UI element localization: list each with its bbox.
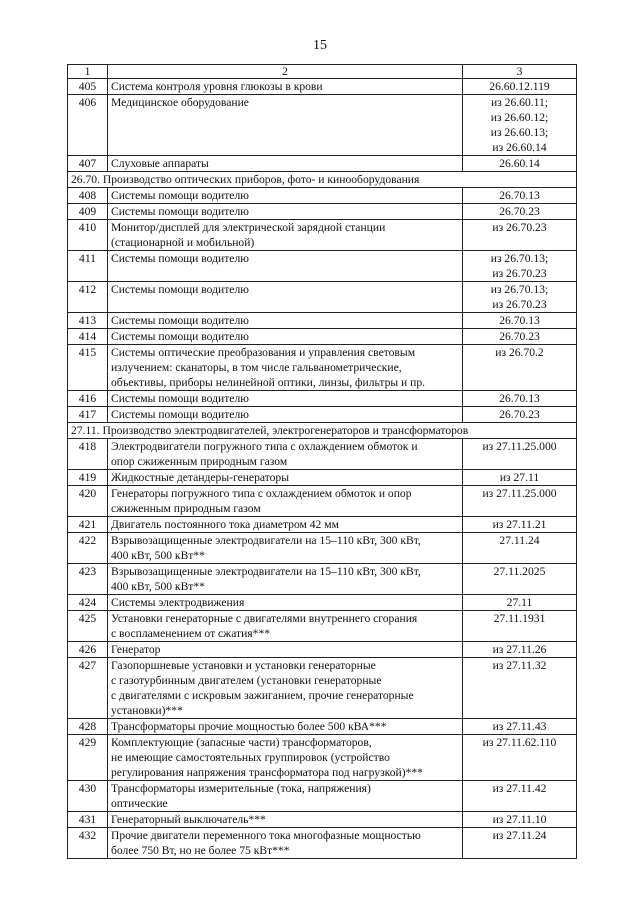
product-name-line: Системы оптические преобразования и управления световым	[111, 346, 416, 359]
product-name-cell	[108, 812, 463, 828]
product-name-line: излучением: сканаторы, в том числе гальванометрические,	[111, 361, 402, 374]
okpd-code-cell	[463, 391, 577, 407]
product-name-cell	[108, 391, 463, 407]
product-name-cell	[108, 719, 463, 735]
product-name-line: Генераторный выключатель***	[111, 813, 266, 826]
okpd-code-line: из 27.11.21	[492, 518, 547, 531]
row-number: 432	[68, 828, 108, 859]
table-row	[68, 595, 577, 611]
product-name-line: с воспламенением от сжатия***	[111, 627, 271, 640]
okpd-code-line: из 27.11.10	[492, 813, 547, 826]
table-row	[68, 470, 577, 486]
okpd-code-line: из 26.70.23	[492, 298, 547, 311]
row-number: 420	[68, 486, 108, 517]
product-name-line: Генераторы погружного типа с охлаждением обмоток и опор	[111, 487, 412, 500]
table-row	[68, 658, 577, 719]
row-number: 417	[68, 407, 108, 423]
product-code-table	[67, 64, 577, 859]
table-row	[68, 407, 577, 423]
okpd-code-line: 26.70.13	[499, 392, 540, 405]
okpd-code-cell	[463, 595, 577, 611]
row-number: 408	[68, 188, 108, 204]
table-row	[68, 564, 577, 595]
product-name-line: Электродвигатели погружного типа с охлаждением обмоток и	[111, 440, 418, 453]
okpd-code-cell	[463, 95, 577, 156]
okpd-code-cell	[463, 658, 577, 719]
table-row	[68, 517, 577, 533]
row-number: 421	[68, 517, 108, 533]
product-name-line: опор сжиженным природным газом	[111, 455, 288, 468]
okpd-code-cell	[463, 719, 577, 735]
row-number: 424	[68, 595, 108, 611]
okpd-code-line: из 27.11	[499, 471, 540, 484]
table-row	[68, 156, 577, 172]
product-name-line: Системы помощи водителю	[111, 283, 249, 296]
okpd-code-line: из 26.70.13;	[490, 252, 549, 265]
product-name-line: Генератор	[111, 643, 161, 656]
okpd-code-cell	[463, 313, 577, 329]
okpd-code-cell	[463, 345, 577, 391]
product-name-line: Системы помощи водителю	[111, 314, 249, 327]
section-title: 26.70. Производство оптических приборов, фото- и кинооборудования	[68, 172, 577, 188]
okpd-code-cell	[463, 642, 577, 658]
table-row	[68, 188, 577, 204]
product-name-line: Установки генераторные с двигателями внутреннего сгорания	[111, 612, 418, 625]
product-name-line: Системы помощи водителю	[111, 252, 249, 265]
product-name-line: (стационарной и мобильной)	[111, 236, 255, 249]
table-row	[68, 345, 577, 391]
okpd-code-cell	[463, 533, 577, 564]
okpd-code-line: 27.11.2025	[493, 565, 546, 578]
okpd-code-line: из 27.11.24	[492, 829, 547, 842]
product-name-line: Системы помощи водителю	[111, 330, 249, 343]
row-number: 428	[68, 719, 108, 735]
product-name-line: Системы помощи водителю	[111, 189, 249, 202]
row-number: 409	[68, 204, 108, 220]
okpd-code-line: 27.11	[506, 596, 533, 609]
header-col-2: 2	[108, 65, 463, 79]
table-row	[68, 533, 577, 564]
header-col-3: 3	[463, 65, 577, 79]
okpd-code-cell	[463, 486, 577, 517]
table-row	[68, 719, 577, 735]
product-name-line: Слуховые аппараты	[111, 157, 209, 170]
table-row	[68, 828, 577, 859]
okpd-code-line: из 27.11.43	[492, 720, 547, 733]
okpd-code-line: из 27.11.62.110	[482, 736, 557, 749]
okpd-code-cell	[463, 735, 577, 781]
product-name-line: с двигателями с искровым зажиганием, прочие генераторные	[111, 689, 414, 702]
product-name-line: Системы электродвижения	[111, 596, 245, 609]
product-name-cell	[108, 156, 463, 172]
product-name-cell	[108, 781, 463, 812]
okpd-code-cell	[463, 470, 577, 486]
okpd-code-line: из 26.60.13;	[490, 126, 549, 139]
product-name-cell	[108, 533, 463, 564]
product-name-cell	[108, 658, 463, 719]
okpd-code-cell	[463, 564, 577, 595]
product-name-cell	[108, 313, 463, 329]
product-name-cell	[108, 407, 463, 423]
okpd-code-line: из 26.70.2	[495, 346, 544, 359]
table-body	[68, 79, 577, 859]
table-row	[68, 220, 577, 251]
product-name-line: Прочие двигатели переменного тока многофазные мощностью	[111, 829, 421, 842]
okpd-code-line: 26.60.14	[499, 157, 540, 170]
product-name-line: Монитор/дисплей для электрической зарядной станции	[111, 221, 386, 234]
product-name-cell	[108, 564, 463, 595]
okpd-code-cell	[463, 812, 577, 828]
product-name-line: Системы помощи водителю	[111, 205, 249, 218]
okpd-code-line: из 26.60.11;	[490, 96, 549, 109]
product-name-line: 400 кВт, 500 кВт**	[111, 580, 205, 593]
product-name-line: Трансформаторы прочие мощностью более 500 кВА***	[111, 720, 387, 733]
okpd-code-line: 27.11.1931	[493, 612, 546, 625]
product-name-line: Взрывозащищенные электродвигатели на 15–110 кВт, 300 кВт,	[111, 534, 421, 547]
product-name-line: более 750 Вт, но не более 75 кВт***	[111, 844, 290, 857]
okpd-code-line: из 27.11.32	[492, 659, 547, 672]
product-name-cell	[108, 517, 463, 533]
product-name-line: Двигатель постоянного тока диаметром 42 мм	[111, 518, 339, 531]
okpd-code-cell	[463, 781, 577, 812]
product-name-line: объективы, приборы нелинейной оптики, линзы, фильтры и пр.	[111, 376, 426, 389]
product-name-line: установки)***	[111, 704, 183, 717]
product-name-cell	[108, 188, 463, 204]
page-number: 15	[313, 38, 327, 53]
row-number: 418	[68, 439, 108, 470]
row-number: 431	[68, 812, 108, 828]
okpd-code-cell	[463, 828, 577, 859]
table-row	[68, 95, 577, 156]
product-name-line: 400 кВт, 500 кВт**	[111, 549, 205, 562]
table-row	[68, 812, 577, 828]
product-name-cell	[108, 282, 463, 313]
product-name-cell	[108, 345, 463, 391]
okpd-code-line: 26.70.13	[499, 189, 540, 202]
product-name-cell	[108, 828, 463, 859]
row-number: 412	[68, 282, 108, 313]
table-header-row	[68, 65, 577, 79]
product-name-cell	[108, 204, 463, 220]
table-row	[68, 486, 577, 517]
okpd-code-cell	[463, 79, 577, 95]
okpd-code-line: 26.70.23	[499, 205, 540, 218]
table-row	[68, 251, 577, 282]
row-number: 411	[68, 251, 108, 282]
product-name-line: Системы помощи водителю	[111, 408, 249, 421]
row-number: 422	[68, 533, 108, 564]
product-name-line: не имеющие самостоятельных группировок (устройство	[111, 751, 390, 764]
product-name-cell	[108, 329, 463, 345]
row-number: 406	[68, 95, 108, 156]
row-number: 423	[68, 564, 108, 595]
okpd-code-cell	[463, 220, 577, 251]
product-name-cell	[108, 220, 463, 251]
row-number: 410	[68, 220, 108, 251]
okpd-code-line: из 26.70.13;	[490, 283, 549, 296]
product-name-cell	[108, 611, 463, 642]
okpd-code-cell	[463, 439, 577, 470]
row-number: 407	[68, 156, 108, 172]
okpd-code-cell	[463, 611, 577, 642]
table-row	[68, 329, 577, 345]
okpd-code-line: 27.11.24	[499, 534, 540, 547]
okpd-code-line: 26.70.23	[499, 330, 540, 343]
row-number: 425	[68, 611, 108, 642]
product-name-line: Жидкостные детандеры-генераторы	[111, 471, 290, 484]
table-row	[68, 391, 577, 407]
product-name-line: оптические	[111, 797, 168, 810]
okpd-code-cell	[463, 282, 577, 313]
table-row	[68, 313, 577, 329]
table-row	[68, 79, 577, 95]
product-name-line: Медицинское оборудование	[111, 96, 249, 109]
product-name-cell	[108, 470, 463, 486]
okpd-code-line: из 27.11.26	[492, 643, 547, 656]
table-row	[68, 204, 577, 220]
section-header-row	[68, 172, 577, 188]
okpd-code-line: 26.60.12.119	[489, 80, 550, 93]
product-name-line: Взрывозащищенные электродвигатели на 15–110 кВт, 300 кВт,	[111, 565, 421, 578]
product-name-cell	[108, 439, 463, 470]
okpd-code-cell	[463, 517, 577, 533]
okpd-code-line: из 26.70.23	[492, 267, 547, 280]
section-title: 27.11. Производство электродвигателей, электрогенераторов и трансформаторов	[68, 423, 577, 439]
okpd-code-cell	[463, 156, 577, 172]
okpd-code-line: из 26.70.23	[492, 221, 547, 234]
row-number: 430	[68, 781, 108, 812]
okpd-code-line: из 27.11.25.000	[482, 487, 557, 500]
product-name-line: Трансформаторы измерительные (тока, напряжения)	[111, 782, 371, 795]
table-row	[68, 439, 577, 470]
row-number: 426	[68, 642, 108, 658]
section-header-row	[68, 423, 577, 439]
product-name-line: Система контроля уровня глюкозы в крови	[111, 80, 323, 93]
product-name-cell	[108, 642, 463, 658]
table-row	[68, 735, 577, 781]
okpd-code-cell	[463, 407, 577, 423]
okpd-code-cell	[463, 188, 577, 204]
okpd-code-cell	[463, 204, 577, 220]
okpd-code-line: из 27.11.25.000	[482, 440, 557, 453]
product-name-cell	[108, 595, 463, 611]
okpd-code-line: 26.70.13	[499, 314, 540, 327]
product-name-line: Газопоршневые установки и установки генераторные	[111, 659, 376, 672]
product-name-line: сжиженным природным газом	[111, 502, 261, 515]
row-number: 413	[68, 313, 108, 329]
okpd-code-line: из 27.11.42	[492, 782, 547, 795]
row-number: 415	[68, 345, 108, 391]
product-name-line: Системы помощи водителю	[111, 392, 249, 405]
row-number: 416	[68, 391, 108, 407]
okpd-code-line: из 26.60.12;	[490, 111, 549, 124]
table-row	[68, 642, 577, 658]
okpd-code-cell	[463, 329, 577, 345]
row-number: 414	[68, 329, 108, 345]
row-number: 427	[68, 658, 108, 719]
table-row	[68, 781, 577, 812]
product-name-cell	[108, 486, 463, 517]
product-name-line: с газотурбинным двигателем (установки генераторные	[111, 674, 382, 687]
table-row	[68, 611, 577, 642]
row-number: 405	[68, 79, 108, 95]
product-name-line: регулирования напряжения трансформатора под нагрузкой)***	[111, 766, 423, 779]
okpd-code-line: из 26.60.14	[492, 141, 547, 154]
table-row	[68, 282, 577, 313]
row-number: 429	[68, 735, 108, 781]
product-name-cell	[108, 735, 463, 781]
okpd-code-line: 26.70.23	[499, 408, 540, 421]
okpd-code-cell	[463, 251, 577, 282]
header-col-1: 1	[68, 65, 108, 79]
row-number: 419	[68, 470, 108, 486]
product-name-cell	[108, 95, 463, 156]
product-name-cell	[108, 79, 463, 95]
product-name-line: Комплектующие (запасные части) трансформаторов,	[111, 736, 372, 749]
product-name-cell	[108, 251, 463, 282]
